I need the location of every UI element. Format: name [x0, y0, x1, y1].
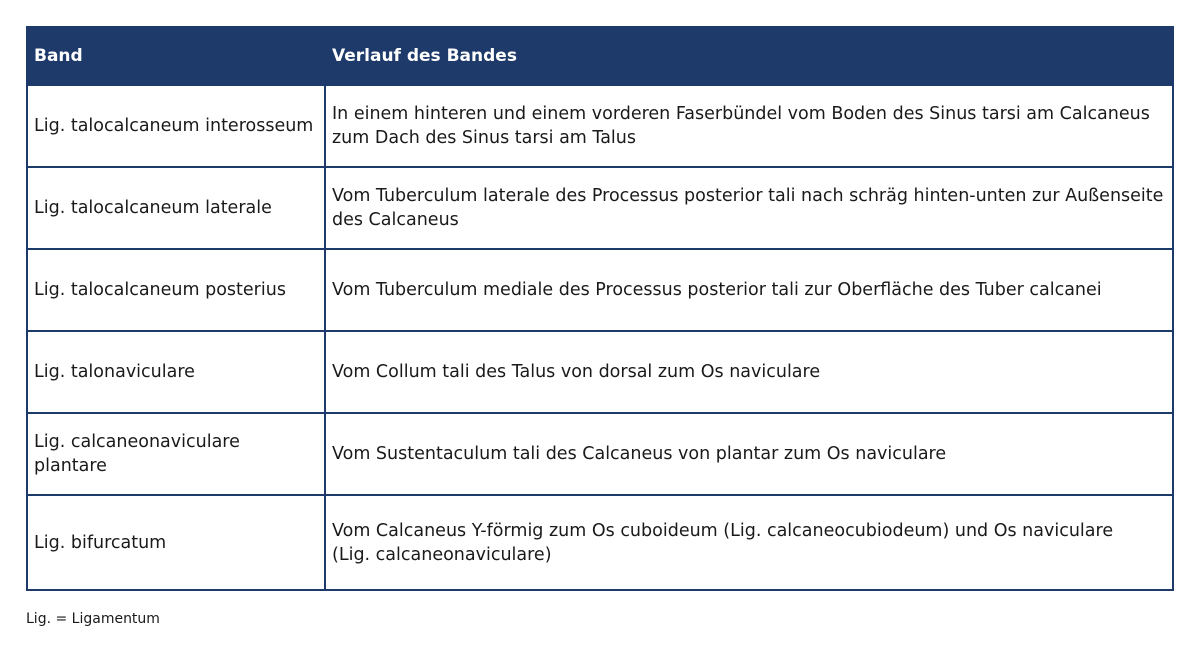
- table-row: [28, 167, 1172, 249]
- table-row: [28, 331, 1172, 413]
- table-row: [28, 495, 1172, 589]
- verlauf-cell: [325, 85, 1172, 167]
- verlauf-line: Vom Collum tali des Talus von dorsal zum Os naviculare: [332, 362, 821, 382]
- ligament-table: [28, 28, 1172, 589]
- verlauf-line: des Calcaneus: [332, 210, 459, 230]
- header-row: [28, 28, 1172, 85]
- header-verlauf: Verlauf des Bandes: [325, 28, 1172, 85]
- band-cell: Lig. talocalcaneum laterale: [28, 167, 325, 249]
- verlauf-line: In einem hinteren und einem vorderen Faserbündel vom Boden des Sinus tarsi am Calcaneus: [332, 104, 1150, 124]
- verlauf-line: Vom Tuberculum mediale des Processus posterior tali zur Oberfläche des Tuber calcanei: [332, 280, 1102, 300]
- verlauf-line: zum Dach des Sinus tarsi am Talus: [332, 128, 636, 148]
- header-band: Band: [28, 28, 325, 85]
- table-header: [28, 28, 1172, 85]
- band-cell: Lig. talonaviculare: [28, 331, 325, 413]
- band-cell: Lig. bifurcatum: [28, 495, 325, 589]
- verlauf-cell: [325, 331, 1172, 413]
- ligament-table-container: [26, 26, 1174, 591]
- verlauf-cell: [325, 167, 1172, 249]
- verlauf-line: Vom Calcaneus Y-förmig zum Os cuboideum (Lig. calcaneocubiodeum) und Os naviculare: [332, 520, 1114, 541]
- verlauf-cell: [325, 413, 1172, 495]
- table-row: [28, 85, 1172, 167]
- table-row: [28, 413, 1172, 495]
- verlauf-line: Vom Sustentaculum tali des Calcaneus von plantar zum Os naviculare: [332, 444, 947, 464]
- verlauf-cell: [325, 249, 1172, 331]
- band-cell: Lig. calcaneonaviculare plantare: [28, 413, 325, 495]
- table-body: [28, 85, 1172, 589]
- verlauf-cell: [325, 495, 1172, 589]
- verlauf-line: (Lig. calcaneonaviculare): [332, 544, 552, 565]
- band-cell: Lig. talocalcaneum interosseum: [28, 85, 325, 167]
- verlauf-line: Vom Tuberculum laterale des Processus posterior tali nach schräg hinten-unten zur Außenseite: [332, 186, 1164, 206]
- footnote: Lig. = Ligamentum: [26, 611, 160, 627]
- table-row: [28, 249, 1172, 331]
- band-cell: Lig. talocalcaneum posterius: [28, 249, 325, 331]
